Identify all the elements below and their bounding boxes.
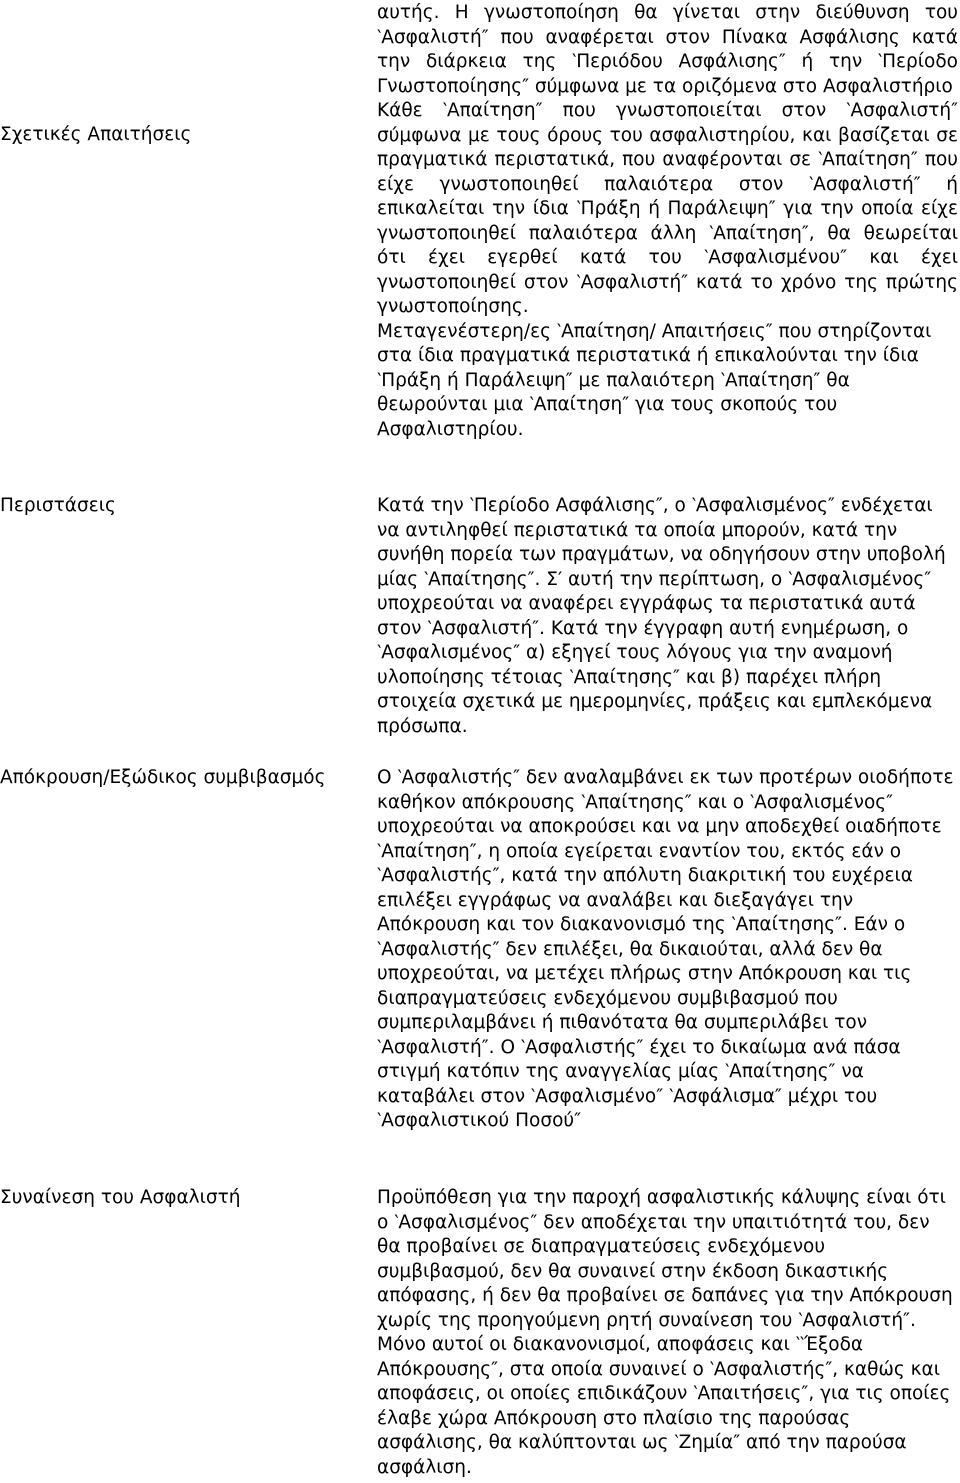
paragraph-claim-notification: Κάθε ‵Απαίτηση″ που γνωστοποιείται στον ‵Ασφαλιστή″ σύμφωνα με τους όρους του ασφαλιστηρίου, και βασίζεται σε πραγματικά περιστατικά, που αναφέρονται σε ‵Απαίτηση″ που είχε γνωστοποιηθεί παλαιότερα στον ‵Ασφαλιστή″ ή επικαλείται την ίδια ‵Πράξη ή Παράλειψη″ για την οποία είχε γνωστοποιηθεί παλαιότερα άλλη ‵Απαίτηση″, θα θεωρείται ότι έχει εγερθεί κατά του ‵Ασφαλισμένου″ και έχει γνωστοποιηθεί στον ‵Ασφαλιστή″ κατά το χρόνο της πρώτης γνωστοποίησης. xyxy=(377,100,958,317)
section-body-defense-settlement xyxy=(377,766,958,1134)
section-label-related-claims: Σχετικές Απαιτήσεις xyxy=(0,124,192,145)
paragraph-insurer-consent: Προϋπόθεση για την παροχή ασφαλιστικής κάλυψης είναι ότι ο ‵Ασφαλισμένος″ δεν αποδέχεται την υπαιτιότητά του, δεν θα προβαίνει σε διαπραγματεύσεις ενδεχόμενου συμβιβασμού, δεν θα συναινεί στην έκδοση δικαστικής απόφασης, ή δεν θα προβαίνει σε δαπάνες για την Απόκρουση χωρίς της προηγούμενη ρητή συναίνεση του ‵Ασφαλιστή″. Μόνο αυτοί οι διακανονισμοί, αποφάσεις και ‵‵Έξοδα Απόκρουσης″, στα οποία συναινεί ο ‵Ασφαλιστής″, καθώς και αποφάσεις, οι οποίες επιδικάζουν ‵Απαιτήσεις″, για τις οποίες έλαβε χώρα Απόκρουση στο πλαίσιο της παρούσας ασφάλισης, θα καλύπτονται ως ‵Ζημία″ από την παρούσα ασφάλιση. xyxy=(377,1187,953,1478)
section-label-insurer-consent: Συναίνεση του Ασφαλιστή xyxy=(0,1187,241,1208)
section-body-circumstances xyxy=(377,494,958,739)
paragraph-defense-settlement: Ο ‵Ασφαλιστής″ δεν αναλαμβάνει εκ των προτέρων οιοδήποτε καθήκον απόκρουσης ‵Απαίτησης″ και ο ‵Ασφαλισμένος″ υποχρεούται να αποκρούσει και να μην αποδεχθεί οιαδήποτε ‵Απαίτηση″, η οποία εγείρεται εναντίον του, εκτός εάν ο ‵Ασφαλιστής″, κατά την απόλυτη διακριτική του ευχέρεια επιλέξει εγγράφως να αναλάβει και διεξαγάγει την Απόκρουση και τον διακανονισμό της ‵Απαίτησης″. Εάν ο ‵Ασφαλιστής″ δεν επιλέξει, θα δικαιούται, αλλά δεν θα υποχρεούται, να μετέχει πλήρως στην Απόκρουση και τις διαπραγματεύσεις ενδεχόμενου συμβιβασμού που συμπεριλαμβάνει ή πιθανότατα θα συμπεριλάβει τον ‵Ασφαλιστή″. Ο ‵Ασφαλιστής″ έχει το δικαίωμα ανά πάσα στιγμή κατόπιν της αναγγελίας μίας ‵Απαίτησης″ να καταβάλει στον ‵Ασφαλισμένο″ ‵Ασφάλισμα″ μέχρι του ‵Ασφαλιστικού Ποσού″ xyxy=(377,767,954,1131)
section-label-circumstances: Περιστάσεις xyxy=(0,495,116,516)
paragraph-circumstances: Κατά την ‵Περίοδο Ασφάλισης″, ο ‵Ασφαλισμένος″ ενδέχεται να αντιληφθεί περιστατικά τα οποία μπορούν, κατά την συνήθη πορεία των πραγμάτων, να οδηγήσουν στην υποβολή μίας ‵Απαίτησης″. Σ′ αυτή την περίπτωση, ο ‵Ασφαλισμένος″ υποχρεούται να αναφέρει εγγράφως τα περιστατικά αυτά στον ‵Ασφαλιστή″. Κατά την έγγραφη αυτή ενημέρωση, ο ‵Ασφαλισμένος″ α) εξηγεί τους λόγους για την αναμονή υλοποίησης τέτοιας ‵Απαίτησης″ και β) παρέχει πλήρη στοιχεία σχετικά με ημερομηνίες, πράξεις και εμπλεκόμενα πρόσωπα. xyxy=(377,495,946,737)
paragraph-notification-address: αυτής. Η γνωστοποίηση θα γίνεται στην διεύθυνση του ‵Ασφαλιστή″ που αναφέρεται στον Πίνακα Ασφάλισης κατά την διάρκεια της ‵Περιόδου Ασφάλισης″ ή την ‵Περίοδο Γνωστοποίησης″ σύμφωνα με τα οριζόμενα στο Ασφαλιστήριο xyxy=(377,2,958,97)
section-label-defense-settlement: Απόκρουση/Εξώδικος συμβιβασμός xyxy=(0,767,326,788)
paragraph-subsequent-claims: Μεταγενέστερη/ες ‵Απαίτηση/ Απαιτήσεις″ που στηρίζονται στα ίδια πραγματικά περιστατικά ή επικαλούνται την ίδια ‵Πράξη ή Παράλειψη″ με παλαιότερη ‵Απαίτηση″ θα θεωρούνται μια ‵Απαίτηση″ για τους σκοπούς του Ασφαλιστηρίου. xyxy=(377,320,932,440)
section-body-insurer-consent xyxy=(377,1186,958,1480)
section-body-related-claims xyxy=(377,1,958,442)
